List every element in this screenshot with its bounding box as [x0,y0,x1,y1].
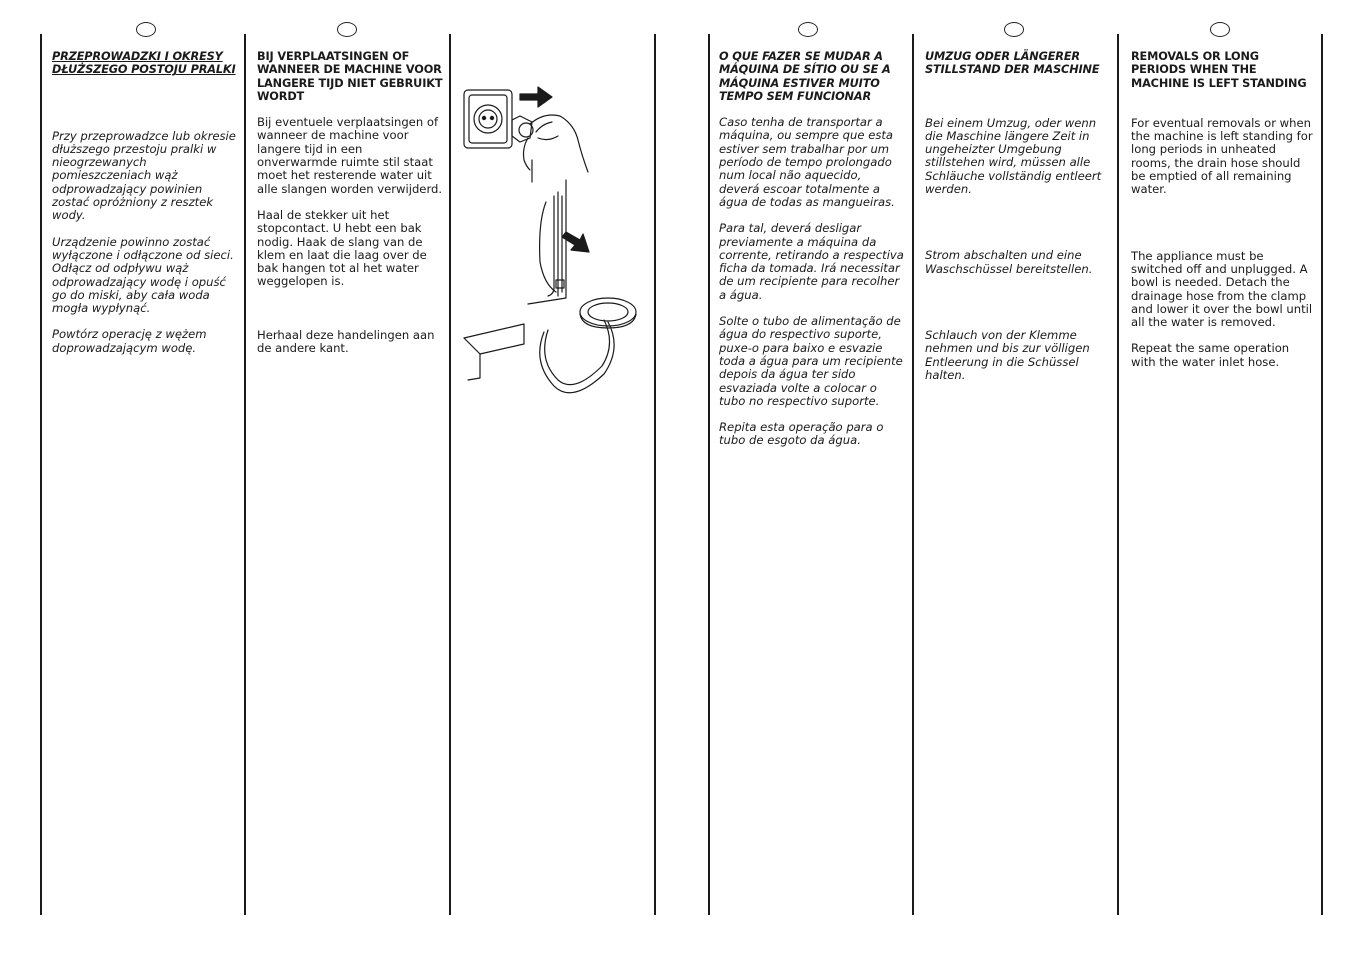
paragraph: Caso tenha de transportar a máquina, ou sempre que esta estiver sem trabalhar por um período de tempo prolongado num local não aquecido, deverá escoar totalmente a água de todas as mangueiras. [719,115,895,209]
paragraph: Schlauch von der Klemme nehmen und bis zur völligen Entleerung in die Schüssel halten. [925,327,1090,382]
column-divider [912,34,914,915]
language-flag-pt [798,22,818,37]
paragraph: Para tal, deverá desligar previamente a máquina da corrente, retirando a respectiva ficha da tomada. Irá necessitar de um recipiente para recolher a água. [719,221,904,302]
language-flag-de [1004,22,1024,37]
paragraph: Bei einem Umzug, oder wenn die Maschine längere Zeit in ungeheizter Umgebung stillstehen wird, müssen alle Schläuche vollständig entleert werden. [925,115,1102,197]
column-divider [1117,34,1119,915]
paragraph: Odłącz od odpływu wąż odprowadzający wodę i opuść go do miski, aby cała woda mogła wypłynąć. [52,261,226,316]
section-title-nl: BIJ VERPLAATSINGEN OF WANNEER DE MACHINE VOOR LANGERE TIJD NIET GEBRUIKT WORDT [257,50,443,103]
column-nl [257,50,443,355]
language-flag-nl [337,22,357,37]
paragraph: Strom abschalten und eine Waschschüssel bereitstellen. [925,248,1093,276]
column-divider [449,34,451,915]
paragraph: The appliance must be switched off and unplugged. A bowl is needed. Detach the drainage hose from the clamp and lower it over the bowl until all the water is removed. [1131,248,1313,330]
paragraph: Powtórz operację z wężem doprowadzającym wodę. [52,327,207,355]
column-divider [1321,34,1323,915]
paragraph: Bij eventuele verplaatsingen of wanneer de machine voor langere tijd in een onverwarmde ruimte stil staat moet het resterende water uit alle slangen worden verwijderd. [257,115,443,196]
section-title-pl: PRZEPROWADZKI I OKRESY DŁUŻSZEGO POSTOJU PRALKI [52,50,236,77]
paragraph: Repita esta operação para o tubo de esgoto da água. [719,420,884,448]
bowl-icon [464,298,636,393]
paragraph: Herhaal deze handelingen aan de andere kant. [257,327,435,356]
arrow-right-icon [520,87,552,107]
paragraph: Przy przeprowadzce lub okresie dłuższego przestoju pralki w nieogrzewanych pomieszczeniach wąż odprowadzający powinien zostać opróżniony z resztek wody. [52,128,236,223]
column-pl [52,50,236,355]
hose-clamp-icon [528,180,566,304]
language-flag-pl [136,22,156,37]
hand-pulling-plug-icon [512,115,588,182]
paragraph: Repeat the same operation with the water inlet hose. [1131,341,1290,369]
column-en [1131,50,1317,369]
paragraph: Solte o tubo de alimentação de água do respectivo suporte, puxe-o para baixo e esvazie toda a água para um recipiente depois da água ter sido esvaziada volte a colocar o tubo no respectivo suporte. [719,314,903,408]
column-de [925,50,1111,382]
drain-hose-illustration [458,80,642,400]
paragraph: For eventual removals or when the machine is left standing for long periods in unheated rooms, the drain hose should be emptied of all remaining water. [1131,115,1313,197]
paragraph: Urządzenie powinno zostać wyłączone i odłączone od sieci. [52,234,234,262]
wall-socket-icon [464,90,512,148]
section-title-en: REMOVALS OR LONG PERIODS WHEN THE MACHINE IS LEFT STANDING [1131,50,1307,90]
column-divider [40,34,42,915]
column-pt [719,50,905,448]
section-title-de: UMZUG ODER LÄNGERER STILLSTAND DER MASCHINE [925,50,1100,77]
paragraph: Haal de stekker uit het stopcontact. U hebt een bak nodig. Haak de slang van de klem en laat die laag over de bak hangen tot al het water weggelopen is. [257,207,427,289]
column-divider [244,34,246,915]
column-divider [708,34,710,915]
language-flag-en [1210,22,1230,37]
section-title-pt: O QUE FAZER SE MUDAR A MÁQUINA DE SÍTIO OU SE A MÁQUINA ESTIVER MUITO TEMPO SEM FUNCIONAR [719,50,891,103]
column-divider [654,34,656,915]
